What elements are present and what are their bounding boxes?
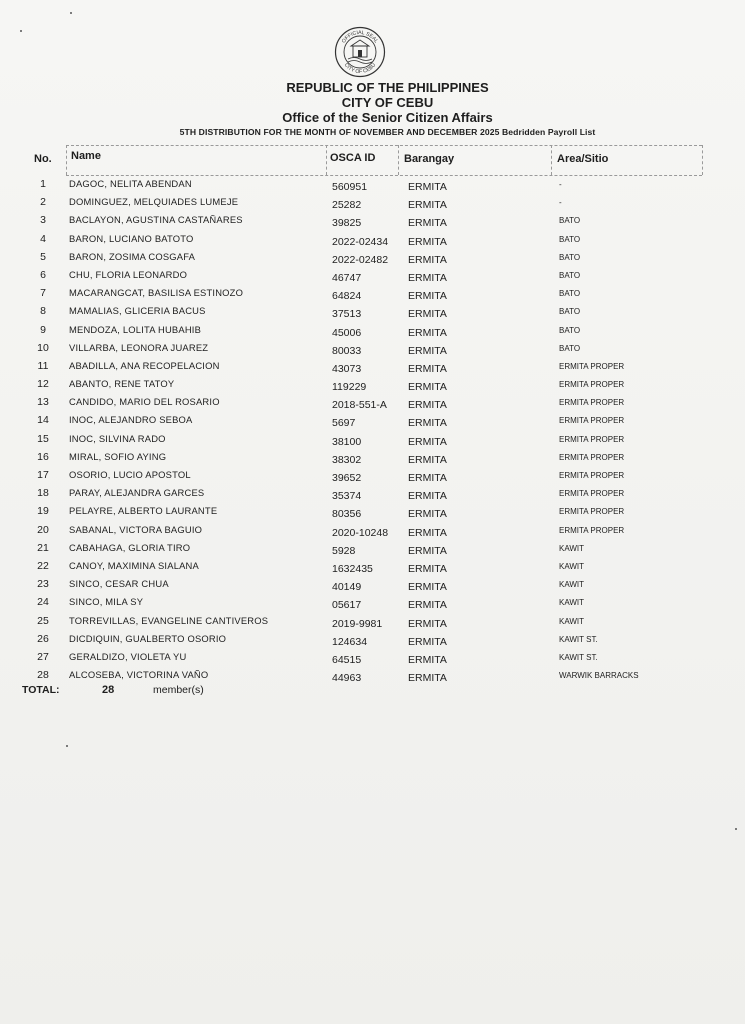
member-list [0,176,745,685]
area-sitio: KAWIT [559,616,585,626]
header-republic: REPUBLIC OF THE PHILIPPINES [286,80,489,95]
osca-id: 124634 [332,635,368,648]
member-name: PARAY, ALEJANDRA GARCES [69,487,205,499]
area-sitio: BATO [559,252,581,262]
area-sitio: - [559,180,562,189]
area-sitio: BATO [559,289,581,299]
svg-text:OFFICIAL SEAL: OFFICIAL SEAL [340,29,380,45]
total-label: TOTAL: [22,684,60,696]
barangay: ERMITA [408,526,447,539]
member-name: TORREVILLAS, EVANGELINE CANTIVEROS [69,614,269,626]
table-row [0,194,745,212]
area-sitio: KAWIT ST. [559,634,598,644]
table-row [0,412,745,430]
area-sitio: ERMITA PROPER [559,361,625,371]
row-number: 3 [40,214,46,227]
member-name: PELAYRE, ALBERTO LAURANTE [69,505,218,517]
paper-speck [66,745,68,747]
table-row [0,212,745,230]
row-number: 4 [40,232,46,245]
table-row [0,431,745,449]
header-office: Office of the Senior Citizen Affairs [282,110,493,125]
barangay: ERMITA [408,271,447,284]
member-name: BARON, ZOSIMA COSGAFA [69,250,196,262]
table-row [0,249,745,267]
barangay: ERMITA [408,362,447,375]
row-number: 27 [37,650,49,663]
row-number: 12 [37,378,49,391]
member-name: MAMALIAS, GLICERIA BACUS [69,305,206,317]
area-sitio: KAWIT [559,598,585,608]
member-name: DICDIQUIN, GUALBERTO OSORIO [69,632,227,644]
osca-id: 80356 [332,508,362,521]
area-sitio: BATO [559,343,581,353]
row-number: 2 [40,196,46,209]
column-separator [702,145,703,175]
column-separator [66,145,67,175]
barangay: ERMITA [408,290,447,303]
osca-id: 80033 [332,344,362,357]
barangay: ERMITA [408,508,447,521]
row-number: 1 [40,178,46,190]
table-row [0,322,745,340]
row-number: 6 [40,268,46,281]
barangay: ERMITA [408,581,447,594]
table-row [0,594,745,612]
member-name: GERALDIZO, VIOLETA YU [69,650,187,662]
column-header-osca-id: OSCA ID [330,152,376,164]
row-number: 15 [37,432,49,445]
row-number: 7 [40,287,46,300]
osca-id: 38302 [332,453,362,466]
osca-id: 2022-02434 [332,235,389,248]
paper-speck [20,30,22,32]
area-sitio: KAWIT [559,580,585,590]
member-name: CANDIDO, MARIO DEL ROSARIO [69,396,220,408]
member-name: SINCO, CESAR CHUA [69,578,169,590]
member-name: ALCOSEBA, VICTORINA VAÑO [69,669,209,681]
member-name: OSORIO, LUCIO APOSTOL [69,469,191,480]
area-sitio: ERMITA PROPER [559,416,625,426]
row-number: 19 [37,505,49,518]
table-row [0,267,745,285]
barangay: ERMITA [408,635,447,648]
column-header-area-sitio: Area/Sitio [557,153,609,165]
osca-id: 2022-02482 [332,253,389,266]
member-name: INOC, ALEJANDRO SEBOA [69,414,193,426]
header-distribution-title: 5TH DISTRIBUTION FOR THE MONTH OF NOVEMBER AND DECEMBER 2025 Bedridden Payroll List [179,127,596,137]
total-unit: member(s) [153,684,204,696]
member-name: CHU, FLORIA LEONARDO [69,268,188,280]
table-row [0,558,745,576]
table-row [0,467,745,485]
row-number: 17 [37,469,49,481]
table-row [0,503,745,521]
osca-id: 35374 [332,490,362,503]
osca-id: 39825 [332,217,362,230]
barangay: ERMITA [408,562,447,575]
barangay: ERMITA [408,435,447,448]
area-sitio: ERMITA PROPER [559,398,625,408]
header-top-rule [66,145,702,146]
barangay: ERMITA [408,181,447,193]
paper-speck [70,12,72,14]
osca-id: 37513 [332,308,362,321]
area-sitio: KAWIT ST. [559,652,598,662]
row-number: 25 [37,614,49,627]
table-row [0,376,745,394]
osca-id: 560951 [332,181,368,193]
table-row [0,303,745,321]
member-name: SINCO, MILA SY [69,596,144,608]
column-separator [551,145,552,175]
barangay: ERMITA [408,653,447,666]
row-number: 13 [37,396,49,409]
osca-id: 5928 [332,544,356,557]
column-header-barangay: Barangay [404,153,455,165]
area-sitio: KAWIT [559,543,585,553]
member-name: ABANTO, RENE TATOY [69,378,175,390]
osca-id: 45006 [332,326,362,339]
barangay: ERMITA [408,344,447,357]
row-number: 21 [37,541,49,554]
barangay: ERMITA [408,199,447,212]
table-row [0,613,745,631]
column-separator [398,145,399,175]
osca-id: 1632435 [332,562,373,575]
table-row [0,522,745,540]
row-number: 9 [40,323,46,336]
barangay: ERMITA [408,453,447,466]
osca-id: 5697 [332,417,356,430]
table-row [0,394,745,412]
table-row [0,231,745,249]
row-number: 24 [37,596,49,609]
area-sitio: BATO [559,216,581,226]
header-city: CITY OF CEBU [341,95,434,110]
row-number: 8 [40,305,46,318]
member-name: CANOY, MAXIMINA SIALANA [69,559,199,571]
barangay: ERMITA [408,326,447,339]
barangay: ERMITA [408,417,447,430]
member-name: ABADILLA, ANA RECOPELACION [69,359,220,371]
area-sitio: BATO [559,270,581,280]
table-row [0,176,745,194]
row-number: 5 [40,250,46,263]
member-name: DOMINGUEZ, MELQUIADES LUMEJE [69,196,239,208]
area-sitio: BATO [559,234,581,244]
area-sitio: ERMITA PROPER [559,489,625,499]
column-separator [326,145,327,175]
osca-id: 43073 [332,362,362,375]
osca-id: 2020-10248 [332,526,389,539]
area-sitio: BATO [559,325,581,335]
osca-id: 40149 [332,581,362,594]
area-sitio: - [559,198,562,208]
member-name: CABAHAGA, GLORIA TIRO [69,541,191,553]
column-header-name: Name [71,150,101,162]
table-row [0,449,745,467]
barangay: ERMITA [408,253,447,266]
barangay: ERMITA [408,308,447,321]
osca-id: 38100 [332,435,362,448]
member-name: DAGOC, NELITA ABENDAN [69,178,192,189]
barangay: ERMITA [408,381,447,394]
table-header [26,145,702,175]
svg-text:CITY OF CEBU: CITY OF CEBU [342,62,378,76]
barangay: ERMITA [408,472,447,484]
barangay: ERMITA [408,672,447,685]
table-row [0,540,745,558]
row-number: 28 [37,669,49,682]
barangay: ERMITA [408,399,447,412]
total-count: 28 [102,684,115,696]
row-number: 22 [37,559,49,572]
osca-id: 46747 [332,271,362,284]
area-sitio: ERMITA PROPER [559,525,625,535]
column-header-no: No. [34,153,52,165]
row-number: 16 [37,450,49,463]
osca-id: 05617 [332,599,362,612]
osca-id: 25282 [332,199,362,212]
table-row [0,667,745,685]
city-seal-logo [334,26,386,78]
row-number: 10 [37,341,49,354]
area-sitio: ERMITA PROPER [559,434,625,444]
member-name: BACLAYON, AGUSTINA CASTAÑARES [69,214,243,226]
area-sitio: ERMITA PROPER [559,452,625,462]
area-sitio: ERMITA PROPER [559,507,625,517]
row-number: 18 [37,487,49,500]
table-row [0,485,745,503]
barangay: ERMITA [408,235,447,248]
row-number: 23 [37,578,49,591]
osca-id: 64515 [332,653,362,666]
member-name: MACARANGCAT, BASILISA ESTINOZO [69,287,244,299]
row-number: 14 [37,414,49,427]
barangay: ERMITA [408,599,447,612]
osca-id: 64824 [332,290,362,303]
member-name: VILLARBA, LEONORA JUAREZ [69,341,209,353]
table-row [0,358,745,376]
table-row [0,576,745,594]
area-sitio: ERMITA PROPER [559,471,625,480]
member-name: BARON, LUCIANO BATOTO [69,232,194,244]
row-number: 11 [37,359,49,372]
table-row [0,340,745,358]
osca-id: 119229 [332,381,367,394]
paper-speck [735,828,737,830]
barangay: ERMITA [408,490,447,503]
area-sitio: KAWIT [559,561,585,571]
barangay: ERMITA [408,217,447,230]
osca-id: 2018-551-A [332,399,387,412]
area-sitio: WARWIK BARRACKS [559,671,639,681]
osca-id: 2019-9981 [332,617,383,630]
row-number: 26 [37,632,49,645]
table-row [0,631,745,649]
row-number: 20 [37,523,49,536]
member-name: MENDOZA, LOLITA HUBAHIB [69,323,202,335]
area-sitio: ERMITA PROPER [559,380,625,390]
table-row [0,649,745,667]
barangay: ERMITA [408,544,447,557]
member-name: MIRAL, SOFIO AYING [69,450,167,462]
total-row [0,684,745,700]
area-sitio: BATO [559,307,581,317]
table-row [0,285,745,303]
member-name: INOC, SILVINA RADO [69,432,166,444]
osca-id: 39652 [332,472,362,484]
member-name: SABANAL, VICTORA BAGUIO [69,523,203,535]
osca-id: 44963 [332,672,362,685]
barangay: ERMITA [408,617,447,630]
